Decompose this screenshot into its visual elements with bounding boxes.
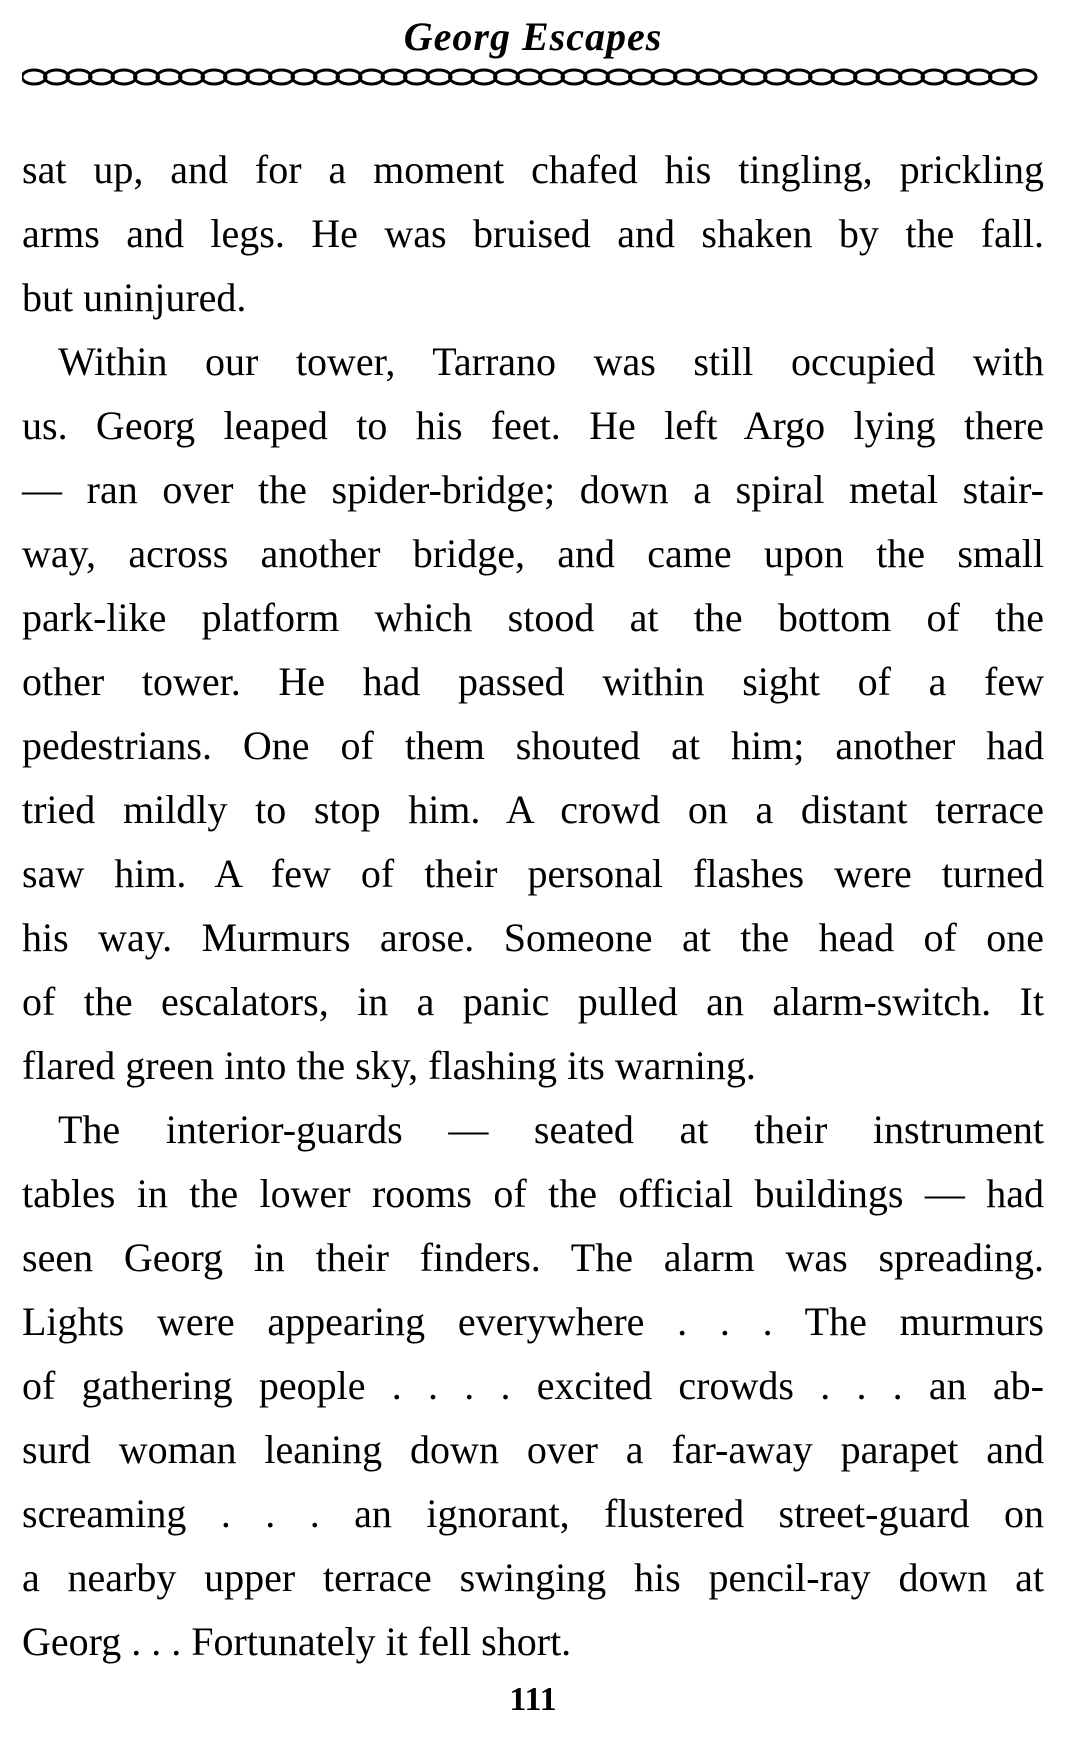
text-line: other tower. He had passed within sight of a few bbox=[22, 659, 1044, 704]
chain-link bbox=[202, 70, 226, 84]
text-line: Lights were appearing everywhere . . . The murmurs bbox=[22, 1299, 1044, 1344]
chain-link bbox=[697, 70, 721, 84]
text-line: pedestrians. One of them shouted at him; another had bbox=[22, 723, 1044, 768]
text-line: his way. Murmurs arose. Someone at the head of one bbox=[22, 915, 1044, 960]
chain-link bbox=[472, 70, 496, 84]
chain-border-ornament bbox=[22, 66, 1046, 88]
text-line: flared green into the sky, flashing its warning. bbox=[22, 1043, 756, 1088]
chain-link bbox=[1012, 70, 1036, 84]
chain-link bbox=[990, 70, 1014, 84]
text-line: sat up, and for a moment chafed his tingling, prickling bbox=[22, 147, 1044, 192]
chain-link bbox=[247, 70, 271, 84]
chain-link bbox=[315, 70, 339, 84]
text-line: us. Georg leaped to his feet. He left Argo lying there bbox=[22, 403, 1044, 448]
chain-link bbox=[225, 70, 249, 84]
text-line: seen Georg in their finders. The alarm was spreading. bbox=[22, 1235, 1044, 1280]
chain-link bbox=[607, 70, 631, 84]
text-line: screaming . . . an ignorant, flustered street-guard on bbox=[22, 1491, 1044, 1536]
chain-link bbox=[562, 70, 586, 84]
chain-link bbox=[810, 70, 834, 84]
chain-link bbox=[270, 70, 294, 84]
chain-link bbox=[22, 70, 46, 84]
chain-link bbox=[90, 70, 114, 84]
chain-link bbox=[855, 70, 879, 84]
chain-link bbox=[630, 70, 654, 84]
chain-link bbox=[495, 70, 519, 84]
text-line: way, across another bridge, and came upon the small bbox=[22, 531, 1044, 576]
text-line: tried mildly to stop him. A crowd on a distant terrace bbox=[22, 787, 1044, 832]
text-line: surd woman leaning down over a far-away parapet and bbox=[22, 1427, 1044, 1472]
chain-link bbox=[292, 70, 316, 84]
text-line: The interior-guards — seated at their instrument bbox=[58, 1107, 1044, 1152]
chain-link bbox=[945, 70, 969, 84]
page-number: 111 bbox=[509, 1681, 557, 1718]
chain-link bbox=[720, 70, 744, 84]
chain-link bbox=[382, 70, 406, 84]
chain-link bbox=[517, 70, 541, 84]
chain-link bbox=[450, 70, 474, 84]
chain-link bbox=[45, 70, 69, 84]
text-line: — ran over the spider-bridge; down a spiral metal stair- bbox=[22, 467, 1044, 512]
chain-link bbox=[112, 70, 136, 84]
chain-link bbox=[67, 70, 91, 84]
chain-link bbox=[157, 70, 181, 84]
text-line: saw him. A few of their personal flashes were turned bbox=[22, 851, 1044, 896]
chain-link bbox=[922, 70, 946, 84]
text-line: a nearby upper terrace swinging his pencil-ray down at bbox=[22, 1555, 1044, 1600]
text-line: park-like platform which stood at the bottom of the bbox=[22, 595, 1044, 640]
text-line: Georg . . . Fortunately it fell short. bbox=[22, 1619, 572, 1664]
chain-link bbox=[967, 70, 991, 84]
text-line: arms and legs. He was bruised and shaken by the fall. bbox=[22, 211, 1044, 256]
chain-link bbox=[135, 70, 159, 84]
chain-link bbox=[337, 70, 361, 84]
chain-link bbox=[765, 70, 789, 84]
chain-link bbox=[787, 70, 811, 84]
chain-link bbox=[652, 70, 676, 84]
body-text bbox=[22, 138, 1044, 1674]
chain-link bbox=[742, 70, 766, 84]
running-head: Georg Escapes bbox=[403, 14, 663, 59]
chain-link bbox=[405, 70, 429, 84]
chain-link bbox=[877, 70, 901, 84]
chain-link bbox=[360, 70, 384, 84]
chain-link bbox=[832, 70, 856, 84]
chain-link bbox=[540, 70, 564, 84]
chain-link bbox=[900, 70, 924, 84]
chain-link bbox=[427, 70, 451, 84]
text-line: of the escalators, in a panic pulled an alarm-switch. It bbox=[22, 979, 1044, 1024]
chain-link bbox=[585, 70, 609, 84]
chain-link bbox=[180, 70, 204, 84]
text-line: Within our tower, Tarrano was still occupied with bbox=[58, 339, 1044, 384]
text-line: of gathering people . . . . excited crowds . . . an ab- bbox=[22, 1363, 1044, 1408]
text-line: tables in the lower rooms of the official buildings — had bbox=[22, 1171, 1044, 1216]
chain-link bbox=[675, 70, 699, 84]
text-line: but uninjured. bbox=[22, 275, 247, 320]
